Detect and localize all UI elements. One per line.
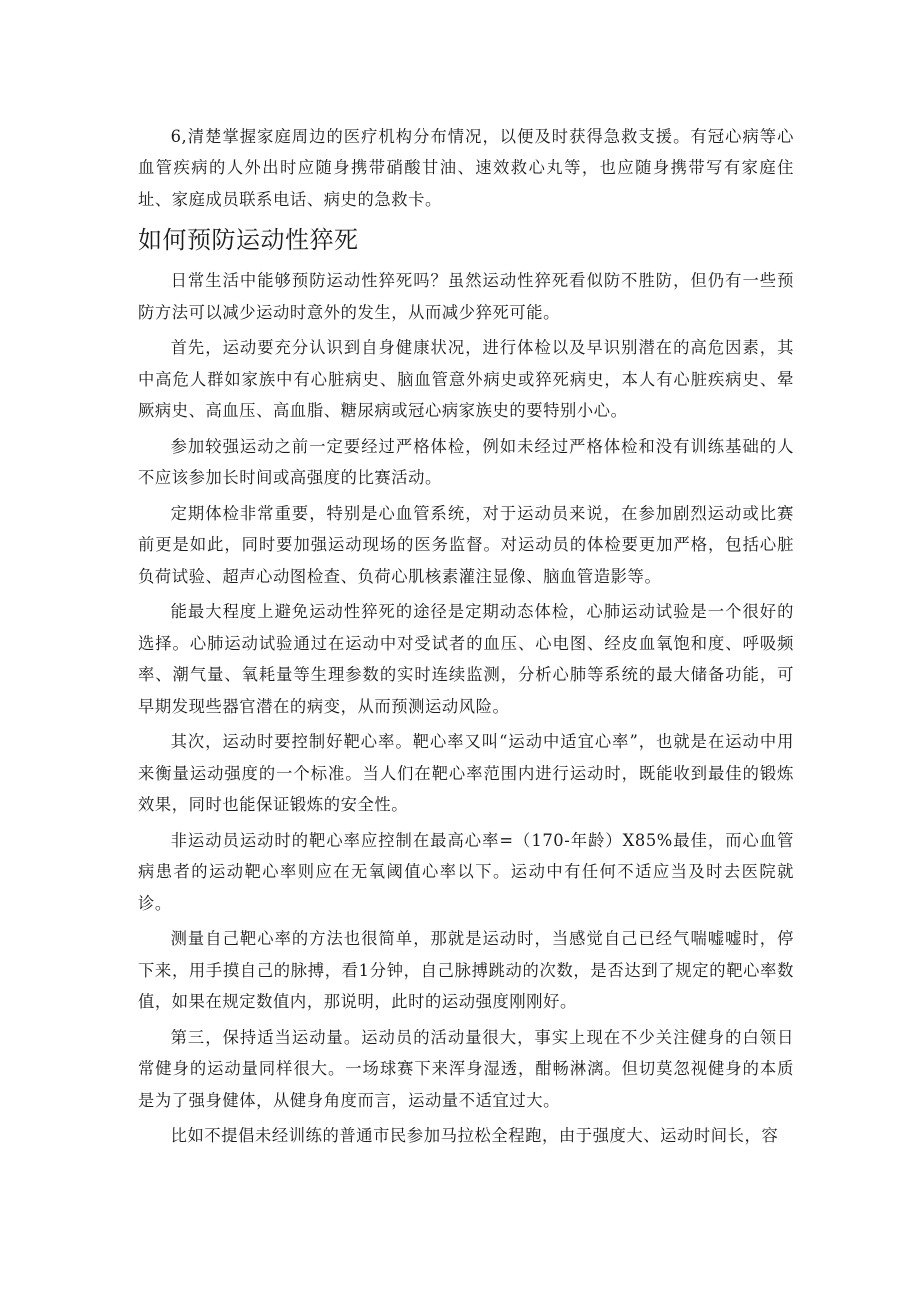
- section-heading: 如何预防运动性猝死: [138, 226, 359, 255]
- paragraph-cardiopulmonary-test: 能最大程度上避免运动性猝死的途径是定期动态体检，心肺运动试验是一个很好的选择。心肺运动试验通过在运动中对受试者的血压、心电图、经皮血氧饱和度、呼吸频率、潮气量、氧耗量等生理参数的实时连续监测，分析心肺等系统的最大储备功能，可早期发现些器官潜在的病变，从而预测运动风险。: [138, 602, 794, 716]
- paragraph-strict-checkup: 参加较强运动之前一定要经过严格体检，例如未经过严格体检和没有训练基础的人不应该参加长时间或高强度的比赛活动。: [138, 436, 794, 488]
- paragraph-target-heart-rate: 其次，运动时要控制好靶心率。靶心率又叫“运动中适宜心率”，也就是在运动中用来衡量运动强度的一个标准。当人们在靶心率范围内进行运动时，既能收到最佳的锻炼效果，同时也能保证锻炼的安全性。: [138, 732, 794, 815]
- paragraph-exercise-amount: 第三，保持适当运动量。运动员的活动量很大，事实上现在不少关注健身的白领日常健身的运动量同样很大。一场球赛下来浑身湿透，酣畅淋漓。但切莫忽视健身的本质是为了强身健体，从健身角度而言，运动量不适宜过大。: [138, 1027, 794, 1110]
- paragraph-intro: 日常生活中能够预防运动性猝死吗？虽然运动性猝死看似防不胜防，但仍有一些预防方法可以减少运动时意外的发生，从而减少猝死可能。: [138, 271, 794, 322]
- paragraph-heart-rate-formula: 非运动员运动时的靶心率应控制在最高心率=（170-年龄）X85%最佳，而心血管病患者的运动靶心率则应在无氧阈值心率以下。运动中有任何不适应当及时去医院就诊。: [138, 830, 794, 913]
- paragraph-measure-heart-rate: 测量自己靶心率的方法也很简单，那就是运动时，当感觉自己已经气喘嘘嘘时，停下来，用手摸自己的脉搏，看1分钟，自己脉搏跳动的次数，是否达到了规定的靶心率数值，如果在规定数值内，那说明，此时的运动强度刚刚好。: [138, 929, 794, 1012]
- paragraph-emergency-card: 6,清楚掌握家庭周边的医疗机构分布情况，以便及时获得急救支援。有冠心病等心血管疾病的人外出时应随身携带硝酸甘油、速效救心丸等，也应随身携带写有家庭住址、家庭成员联系电话、病史的急救卡。: [138, 127, 794, 209]
- paragraph-regular-checkup: 定期体检非常重要，特别是心血管系统，对于运动员来说，在参加剧烈运动或比赛前更是如此，同时要加强运动现场的医务监督。对运动员的体检要更加严格，包括心脏负荷试验、超声心动图检查、负荷心肌核素灌注显像、脑血管造影等。: [138, 503, 794, 586]
- paragraph-health-awareness: 首先，运动要充分认识到自身健康状况，进行体检以及早识别潜在的高危因素，其中高危人群如家族中有心脏病史、脑血管意外病史或猝死病史，本人有心脏疾病史、晕厥病史、高血压、高血脂、糖尿病或冠心病家族史的要特别小心。: [138, 338, 794, 421]
- paragraph-marathon: 比如不提倡未经训练的普通市民参加马拉松全程跑，由于强度大、运动时间长，容: [170, 1126, 779, 1146]
- document-body: [138, 121, 794, 1156]
